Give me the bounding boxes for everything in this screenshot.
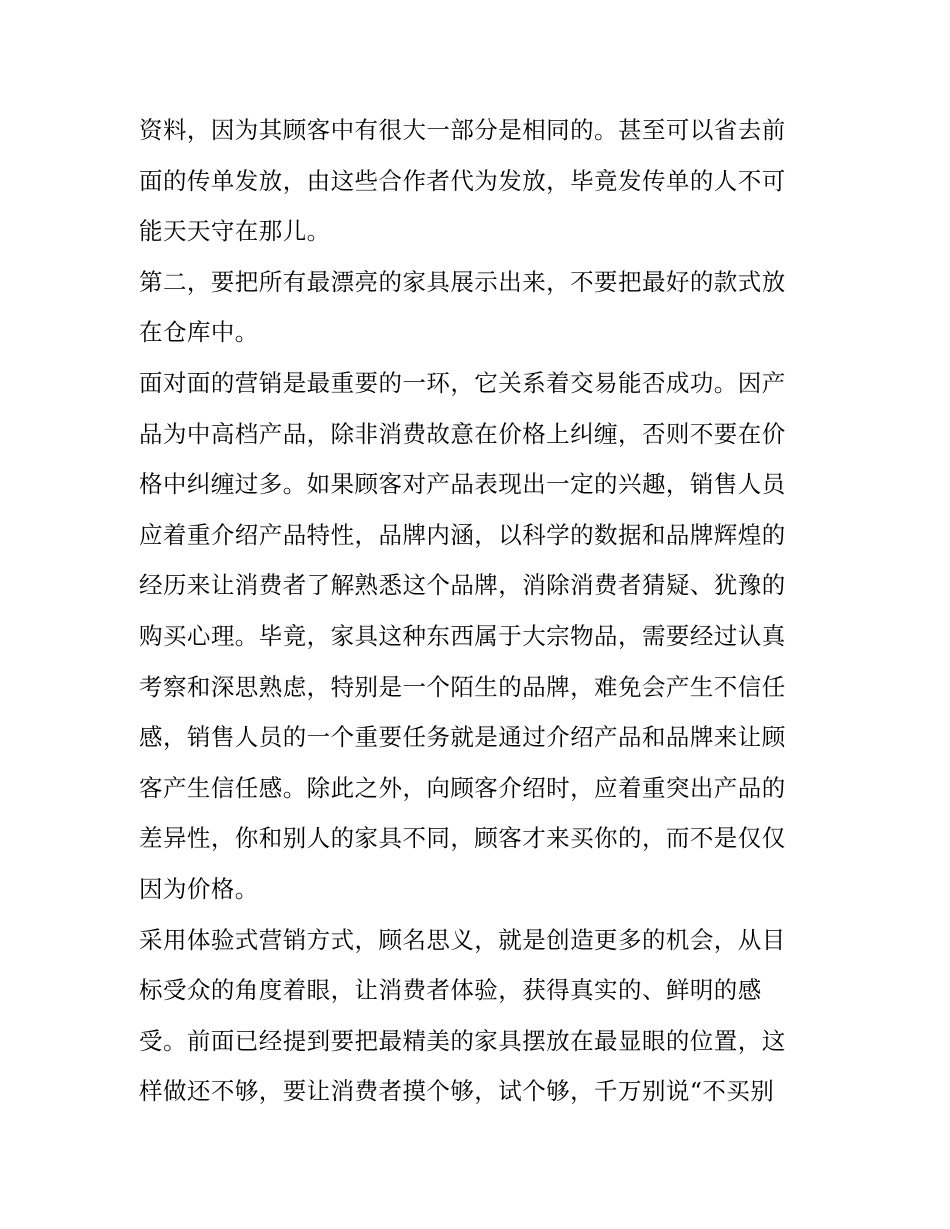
text-line: 面对面的营销是最重要的一环，它关系着交易能否成功。因产	[139, 368, 786, 397]
text-line: 格中纠缠过多。如果顾客对产品表现出一定的兴趣，销售人员	[139, 470, 786, 499]
text-line: 样做还不够，要让消费者摸个够，试个够，千万别说“不买别	[139, 1077, 775, 1106]
text-line: 购买心理。毕竟，家具这种东西属于大宗物品，需要经过认真	[139, 621, 786, 650]
text-line: 第二，要把所有最漂亮的家具展示出来，不要把最好的款式放	[139, 267, 786, 296]
text-line: 标受众的角度着眼，让消费者体验，获得真实的、鲜明的感	[139, 976, 762, 1005]
text-line: 在仓库中。	[139, 318, 259, 347]
text-line: 因为价格。	[139, 874, 259, 903]
text-line: 感，销售人员的一个重要任务就是通过介绍产品和品牌来让顾	[139, 723, 786, 752]
text-line: 经历来让消费者了解熟悉这个品牌，消除消费者猜疑、犹豫的	[139, 571, 786, 600]
text-line: 面的传单发放，由这些合作者代为发放，毕竟发传单的人不可	[139, 166, 786, 195]
text-line: 考察和深思熟虑，特别是一个陌生的品牌，难免会产生不信任	[139, 672, 786, 701]
text-line: 受。前面已经提到要把最精美的家具摆放在最显眼的位置，这	[139, 1026, 786, 1055]
text-line: 客产生信任感。除此之外，向顾客介绍时，应着重突出产品的	[139, 773, 786, 802]
text-line: 应着重介绍产品特性，品牌内涵，以科学的数据和品牌辉煌的	[139, 520, 786, 549]
text-line: 能天天守在那儿。	[139, 217, 331, 246]
text-line: 采用体验式营销方式，顾名思义，就是创造更多的机会，从目	[139, 925, 786, 954]
document-body	[139, 105, 819, 1117]
text-line: 资料，因为其顾客中有很大一部分是相同的。甚至可以省去前	[139, 116, 786, 144]
text-line: 差异性，你和别人的家具不同，顾客才来买你的，而不是仅仅	[139, 824, 786, 853]
text-line: 品为中高档产品，除非消费故意在价格上纠缠，否则不要在价	[139, 419, 786, 448]
